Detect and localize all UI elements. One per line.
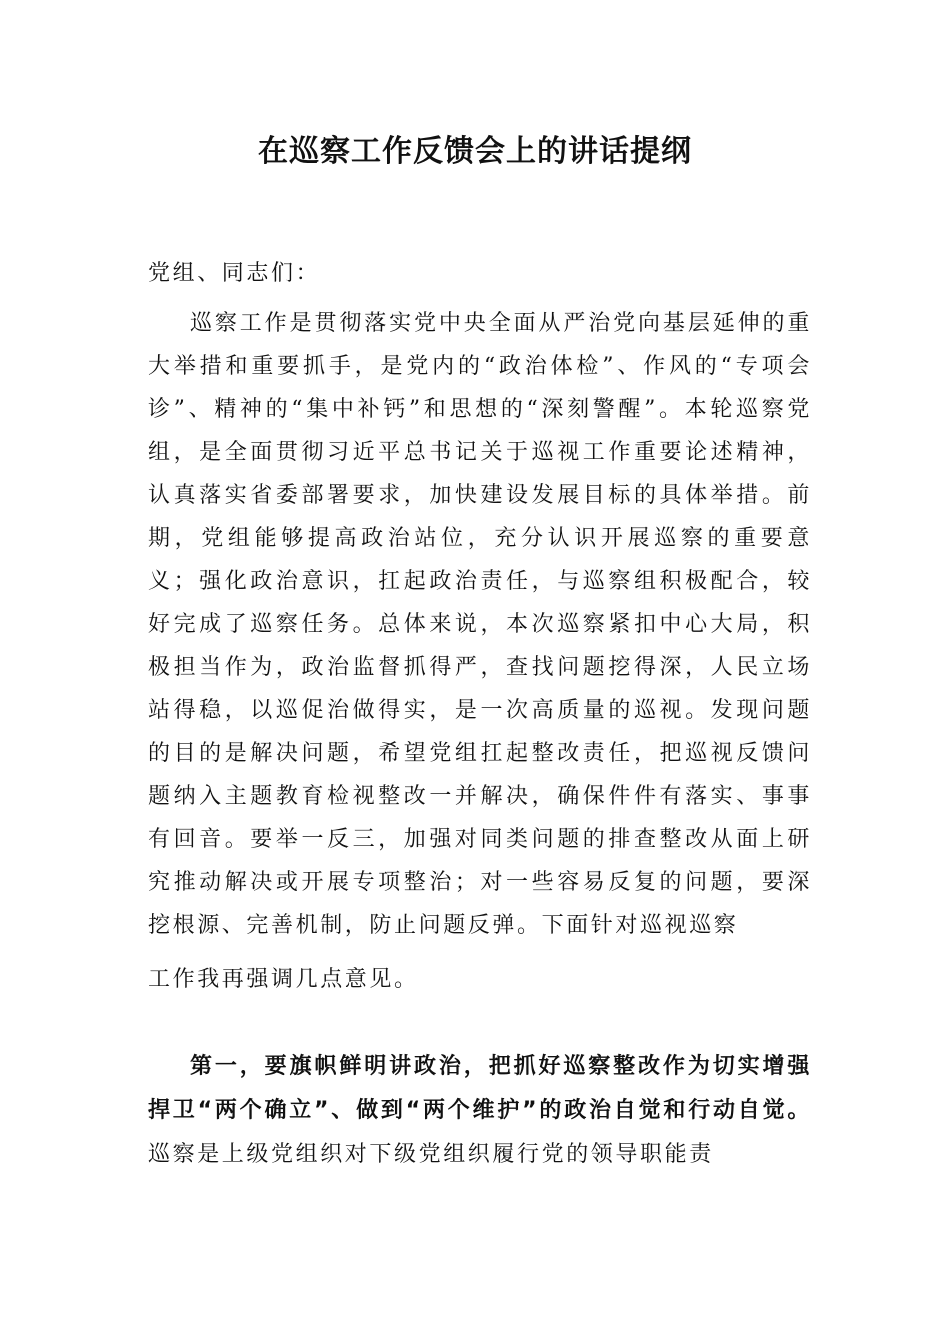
section-one-heading: 第一，要旗帜鲜明讲政治，把抓好巡察整改作为切实增强捍卫“两个确立”、做到“两个维护”的政治自觉和行动自觉。	[148, 1054, 812, 1123]
document-title: 在巡察工作反馈会上的讲话提纲	[258, 134, 692, 169]
salutation: 党组、同志们：	[148, 261, 321, 286]
section-one-paragraph	[148, 1045, 812, 1177]
paragraph-one: 巡察工作是贯彻落实党中央全面从严治党向基层延伸的重大举措和重要抓手，是党内的“政治体检”、作风的“专项会诊”、精神的“集中补钙”和思想的“深刻警醒”。本轮巡察党组，是全面贯彻习近平总书记关于巡视工作重要论述精神，认真落实省委部署要求，加快建设发展目标的具体举措。前期，党组能够提高政治站位，充分认识开展巡察的重要意义；强化政治意识，扛起政治责任，与巡察组积极配合，较好完成了巡察任务。总体来说，本次巡察紧扣中心大局，积极担当作为，政治监督抓得严，查找问题挖得深，人民立场站得稳，以巡促治做得实，是一次高质量的巡视。发现问题的目的是解决问题，希望党组扛起整改责任，把巡视反馈问题纳入主题教育检视整改一并解决，确保件件有落实、事事有回音。要举一反三，加强对同类问题的排查整改从面上研究推动解决或开展专项整治；对一些容易反复的问题，要深挖根源、完善机制，防止问题反弹。下面针对巡视巡察	[148, 311, 812, 938]
paragraph-one-last-line: 工作我再强调几点意见。	[148, 967, 419, 992]
section-one-text: 巡察是上级党组织对下级党组织履行党的领导职能责	[148, 1142, 714, 1167]
